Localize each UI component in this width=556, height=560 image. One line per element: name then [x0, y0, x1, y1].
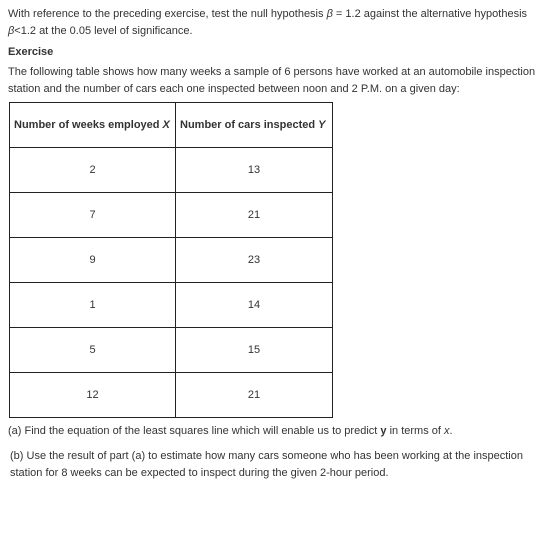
cell-cars: 15 [176, 328, 333, 373]
cell-cars: 13 [176, 148, 333, 193]
variable-y: y [380, 425, 387, 437]
intro-text-3: <1.2 at the 0.05 level of significance. [14, 25, 193, 37]
cell-weeks: 12 [10, 373, 176, 418]
cell-cars: 21 [176, 373, 333, 418]
cell-cars: 23 [176, 238, 333, 283]
cell-weeks: 5 [10, 328, 176, 373]
table-header-row [10, 103, 333, 148]
cell-cars: 14 [176, 283, 333, 328]
header-cars-inspected: Number of cars inspected Y [176, 103, 333, 148]
cell-weeks: 1 [10, 283, 176, 328]
question-part-a: (a) Find the equation of the least squares line which will enable us to predict y in terms of x. [8, 425, 453, 437]
table-row [10, 238, 333, 283]
header-weeks-employed: Number of weeks employed X [10, 103, 176, 148]
intro-text-2: = 1.2 against the alternative hypothesis [332, 8, 528, 20]
intro-text-1: With reference to the preceding exercise, test the null hypothesis [8, 8, 327, 20]
beta-symbol: β [326, 8, 333, 20]
cell-weeks: 9 [10, 238, 176, 283]
intro-paragraph [8, 6, 548, 40]
cell-weeks: 2 [10, 148, 176, 193]
exercise-body: The following table shows how many weeks a sample of 6 persons have worked at an automobile inspection station and the number of cars each one inspected between noon and 2 P.M. on a given day: [8, 66, 536, 95]
beta-symbol: β [8, 25, 15, 37]
table-row [10, 373, 333, 418]
variable-x: x [443, 425, 450, 437]
table-row [10, 283, 333, 328]
table-row [10, 193, 333, 238]
cell-cars: 21 [176, 193, 333, 238]
table-row [10, 328, 333, 373]
cell-weeks: 7 [10, 193, 176, 238]
data-table [9, 102, 333, 418]
problem-content [8, 6, 548, 482]
question-part-b: (b) Use the result of part (a) to estimate how many cars someone who has been working at the inspection station for 8 weeks can be expected to inspect during the given 2-hour period. [10, 450, 523, 479]
exercise-heading: Exercise [8, 46, 54, 58]
table-row [10, 148, 333, 193]
